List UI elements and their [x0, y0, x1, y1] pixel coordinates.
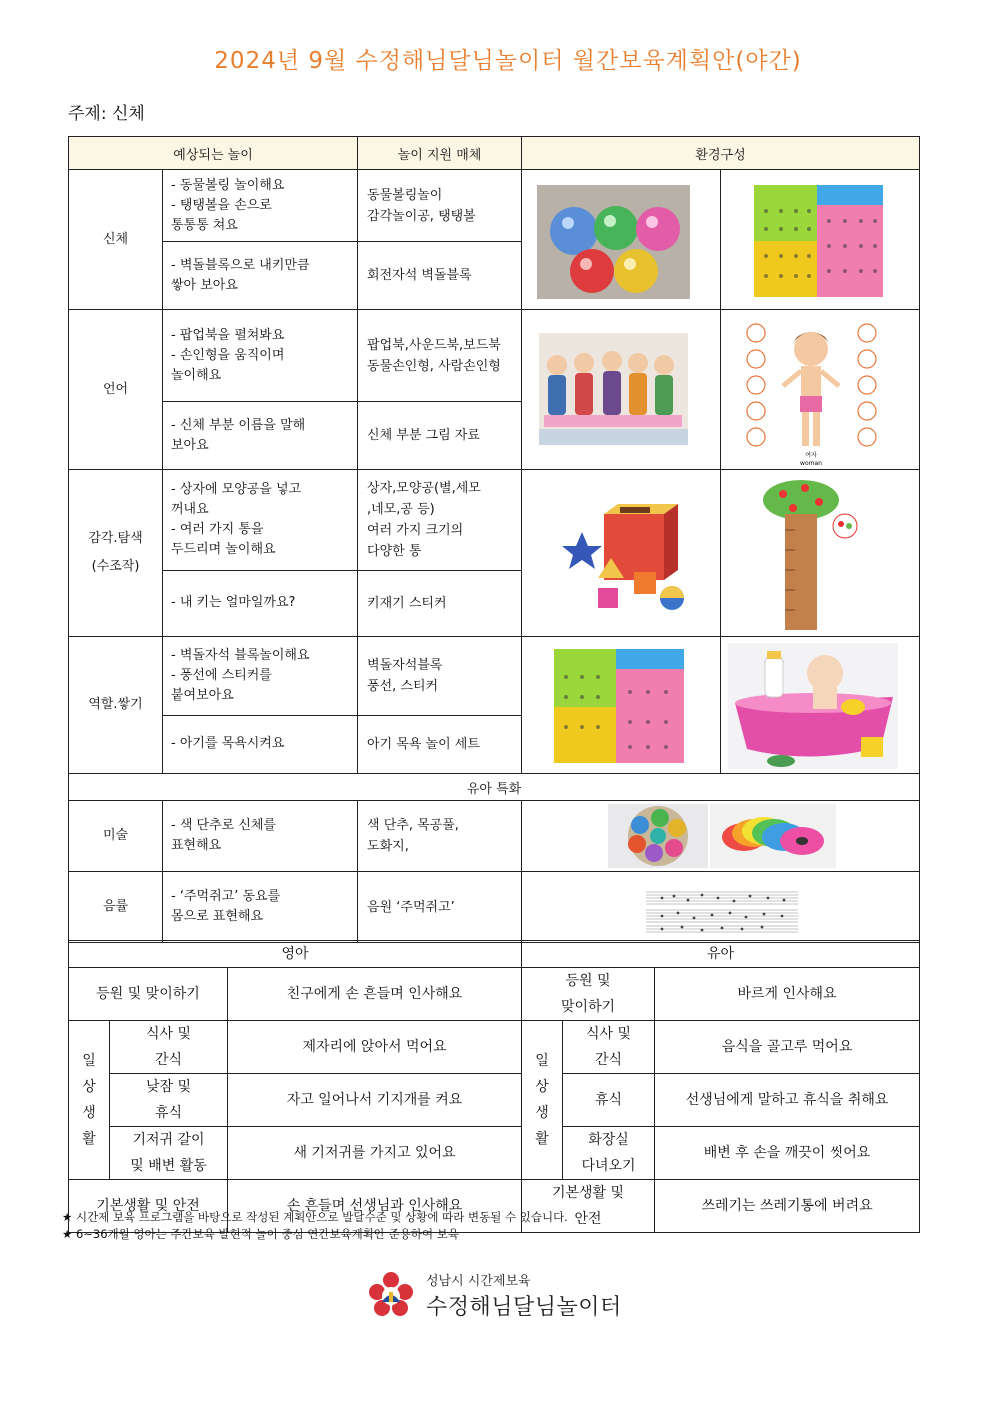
special-header: 유아 특화 — [69, 774, 920, 801]
activity-line: 두드리며 놀이해요 — [171, 541, 276, 557]
activity-cell — [163, 242, 358, 310]
activity-line: - 아기를 목욕시켜요 — [171, 736, 285, 752]
puppets-photo — [522, 311, 721, 469]
label-line: 식사 및 — [586, 1026, 632, 1042]
toddler-item-text: 선생님에게 말하고 휴식을 취해요 — [655, 1074, 920, 1127]
category-line: (수조작) — [91, 559, 140, 574]
activity-cell — [163, 570, 358, 636]
image-height-tree — [721, 470, 920, 637]
media-line: 도화지, — [367, 839, 409, 854]
image-body-parts — [721, 310, 920, 470]
image-balls — [522, 170, 721, 310]
infant-arrival-label: 등원 및 맞이하기 — [69, 968, 228, 1021]
org-logo — [362, 1268, 632, 1326]
activity-line: - 탱탱볼을 손으로 — [171, 197, 272, 213]
category-line: 감각.탐색 — [88, 531, 143, 546]
media-cell — [358, 402, 522, 470]
infant-item-label — [110, 1021, 228, 1074]
label-line: 맞이하기 — [560, 999, 616, 1015]
activity-cell — [163, 637, 358, 716]
toddler-item-label — [563, 1021, 655, 1074]
balls-photo — [522, 171, 721, 309]
media-line: 상자,모양공(별,세모 — [367, 480, 481, 496]
toddler-header: 유아 — [522, 941, 920, 968]
infant-arrival-text: 친구에게 손 흔들며 인사해요 — [228, 968, 522, 1021]
toddler-arrival-label — [522, 968, 655, 1021]
activity-line: 통통통 쳐요 — [171, 217, 238, 233]
category-music: 음률 — [69, 872, 163, 943]
media-line: 감각놀이공, 탱탱볼 — [367, 208, 476, 224]
activity-line: 표현해요 — [171, 838, 222, 853]
infant-item-label — [110, 1127, 228, 1180]
toddler-item-text: 음식을 골고루 먹어요 — [655, 1021, 920, 1074]
toddler-safety-text: 쓰레기는 쓰레기통에 버려요 — [655, 1180, 920, 1233]
activity-cell — [163, 310, 358, 402]
media-line: 회전자석 벽돌블록 — [367, 268, 472, 283]
vertical-char: 상 — [82, 1079, 96, 1095]
media-cell — [358, 801, 522, 872]
activity-line: - 색 단추로 신체를 — [171, 818, 276, 833]
infant-item-text: 자고 일어나서 기지개를 켜요 — [228, 1074, 522, 1127]
media-line: 여러 가지 크기의 — [367, 522, 464, 538]
infant-item-text: 제자리에 앉아서 먹어요 — [228, 1021, 522, 1074]
subject-label: 주제: 신체 — [68, 104, 145, 124]
media-line: 동물볼링놀이 — [367, 187, 443, 203]
daily-life-table — [68, 940, 920, 1233]
height-chart-sticker — [721, 470, 920, 636]
media-cell — [358, 470, 522, 571]
media-line: 키재기 스티커 — [367, 595, 447, 611]
activity-line: - 팝업북을 펼쳐봐요 — [171, 327, 285, 343]
image-baby-bath — [721, 637, 920, 774]
label-line: 안전 — [574, 1211, 602, 1227]
baby-bath-photo — [721, 637, 920, 773]
media-cell — [358, 170, 522, 242]
label-line: 기저귀 갈이 — [132, 1132, 205, 1148]
label-line: 휴식 — [595, 1092, 623, 1108]
vertical-char: 상 — [535, 1079, 549, 1095]
footnote: ★ 시간제 보육 프로그램을 바탕으로 작성된 계획안으로 발달수준 및 상황에 따라 변동될 수 있습니다. — [62, 1210, 568, 1224]
activity-cell — [163, 715, 358, 773]
sheet-music-image — [522, 872, 920, 942]
activity-line: - 동물볼링 놀이해요 — [171, 177, 285, 193]
toddler-item-label — [563, 1127, 655, 1180]
media-cell — [358, 637, 522, 716]
media-line: 벽돌자석블록 — [367, 657, 443, 673]
label-line: 화장실 — [588, 1132, 629, 1148]
activity-cell — [163, 402, 358, 470]
activity-cell — [163, 872, 358, 943]
media-cell — [358, 570, 522, 636]
activity-cell — [163, 170, 358, 242]
media-line: 팝업북,사운드북,보드북 — [367, 337, 501, 353]
plan-table — [68, 136, 920, 943]
media-line: 동물손인형, 사람손인형 — [367, 358, 501, 374]
activity-line: 보아요 — [171, 437, 209, 453]
media-line: 음원 ‘주먹쥐고’ — [367, 899, 455, 915]
label-line: 낮잠 및 — [145, 1079, 192, 1095]
toddler-arrival-text: 바르게 인사해요 — [655, 968, 920, 1021]
activity-line: 몸으로 표현해요 — [171, 909, 264, 924]
media-cell — [358, 715, 522, 773]
shape-box-photo — [522, 470, 721, 636]
media-cell — [358, 310, 522, 402]
infant-item-label — [110, 1074, 228, 1127]
chart-label-en: woman — [800, 459, 822, 467]
media-line: 풍선, 스티커 — [367, 678, 439, 694]
footnotes — [62, 1209, 568, 1243]
activity-line: - 벽돌자석 블록놀이해요 — [171, 647, 310, 663]
activity-line: 쌓아 보아요 — [171, 277, 238, 293]
media-line: 다양한 통 — [367, 543, 422, 559]
activity-cell — [163, 470, 358, 571]
page-title: 2024년 9월 수정해님달님놀이터 월간보육계획안(야간) — [214, 48, 802, 74]
category-role: 역할.쌓기 — [69, 637, 163, 774]
infant-daily-life-label — [69, 1021, 110, 1180]
activity-line: - ‘주먹쥐고’ 동요를 — [171, 889, 281, 904]
activity-line: 꺼내요 — [171, 501, 209, 517]
label-line: 휴식 — [154, 1105, 183, 1121]
logo-line-2: 수정해님달님놀이터 — [426, 1295, 622, 1320]
vertical-char: 생 — [82, 1105, 96, 1121]
seongnam-emblem-icon — [362, 1268, 420, 1326]
image-shape-box — [522, 470, 721, 637]
logo-line-1: 성남시 시간제보육 — [426, 1274, 531, 1289]
vertical-char: 활 — [82, 1131, 96, 1147]
header-play: 예상되는 놀이 — [69, 137, 358, 170]
vertical-char: 생 — [535, 1105, 549, 1121]
category-language: 언어 — [69, 310, 163, 470]
blocks-photo — [721, 171, 920, 309]
chart-label-kr: 여자 — [805, 451, 817, 459]
activity-line: 붙여보아요 — [171, 687, 234, 703]
infant-safety-text: 손 흔들며 선생님과 인사해요 — [228, 1180, 522, 1233]
infant-safety-label: 기본생활 및 안전 — [69, 1180, 228, 1233]
activity-line: - 여러 가지 통을 — [171, 521, 264, 537]
blocks-photo-2 — [522, 637, 721, 773]
image-sheet-music — [522, 872, 920, 943]
image-blocks-2 — [522, 637, 721, 774]
label-line: 식사 및 — [145, 1026, 192, 1042]
category-sensory — [69, 470, 163, 637]
label-line: 간식 — [595, 1052, 623, 1068]
toddler-item-label — [563, 1074, 655, 1127]
vertical-char: 활 — [535, 1131, 549, 1147]
color-buttons-photo — [522, 801, 920, 871]
label-line: 간식 — [154, 1052, 183, 1068]
vertical-char: 일 — [82, 1053, 96, 1069]
footnote: ★ 6~36개월 영아는 주간보육 발현적 놀이 중심 연간보육계획안 준용하여 보육 — [62, 1227, 459, 1241]
activity-line: - 신체 부분 이름을 말해 — [171, 417, 306, 433]
media-line: ,네모,공 등) — [367, 501, 435, 517]
label-line: 기본생활 및 — [551, 1185, 625, 1201]
body-parts-chart — [721, 311, 920, 469]
label-line: 다녀오기 — [581, 1158, 636, 1174]
activity-line: 놀이해요 — [171, 367, 222, 383]
media-line: 아기 목욕 놀이 세트 — [367, 736, 480, 752]
media-line: 신체 부분 그림 자료 — [367, 428, 480, 443]
media-cell — [358, 242, 522, 310]
toddler-daily-life-label — [522, 1021, 563, 1180]
image-buttons — [522, 801, 920, 872]
header-media: 놀이 지원 매체 — [358, 137, 522, 170]
header-env: 환경구성 — [522, 137, 920, 170]
label-line: 등원 및 — [565, 973, 611, 989]
activity-line: - 풍선에 스티커를 — [171, 667, 272, 683]
toddler-item-text: 배변 후 손을 깨끗이 씻어요 — [655, 1127, 920, 1180]
activity-line: - 내 키는 얼마일까요? — [171, 595, 296, 611]
infant-item-text: 새 기저귀를 가지고 있어요 — [228, 1127, 522, 1180]
activity-line: - 벽돌블록으로 내키만큼 — [171, 257, 310, 273]
media-cell — [358, 872, 522, 943]
activity-cell — [163, 801, 358, 872]
media-line: 색 단추, 목공풀, — [367, 818, 459, 833]
vertical-char: 일 — [535, 1053, 549, 1069]
activity-line: - 상자에 모양공을 넣고 — [171, 481, 302, 497]
infant-header: 영아 — [69, 941, 522, 968]
label-line: 및 배변 활동 — [130, 1158, 207, 1174]
image-blocks — [721, 170, 920, 310]
activity-line: - 손인형을 움직이며 — [171, 347, 285, 363]
category-body: 신체 — [69, 170, 163, 310]
category-art: 미술 — [69, 801, 163, 872]
image-puppets — [522, 310, 721, 470]
